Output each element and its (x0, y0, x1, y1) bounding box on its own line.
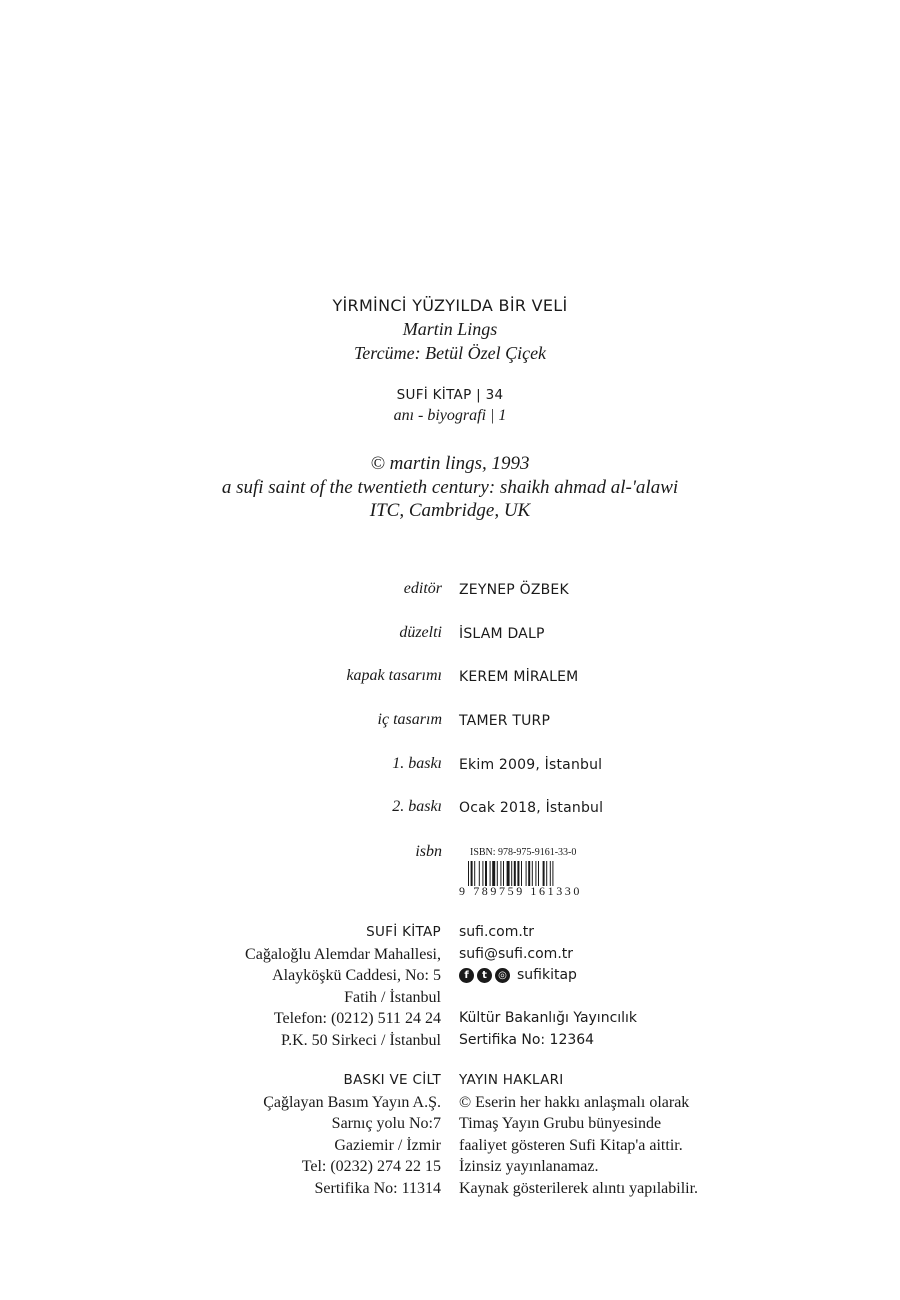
barcode-bar (514, 861, 516, 886)
barcode-bar (471, 861, 473, 886)
publisher-address (245, 922, 441, 1051)
publisher-contact (459, 922, 637, 1051)
printing-line: Sarnıç yolu No:7 (331, 1115, 441, 1132)
barcode-bar (503, 861, 504, 886)
rights-line: faaliyet gösteren Sufi Kitap'a aittir. (459, 1136, 683, 1154)
rights-line: Kaynak gösterilerek alıntı yapılabilir. (459, 1179, 699, 1197)
barcode-bar (474, 861, 475, 886)
rights-info (459, 1070, 698, 1199)
barcode-bar (521, 861, 522, 886)
credit-label: 2. baskı (392, 798, 442, 815)
social-handle[interactable]: sufikitap (517, 967, 577, 983)
twitter-icon[interactable]: t (477, 968, 492, 983)
barcode-bar (532, 861, 533, 886)
isbn-barcode (468, 861, 600, 886)
barcode-digits: 9 789759 161330 (459, 884, 582, 898)
barcode-bar (550, 861, 551, 886)
credit-second-edition (0, 798, 900, 820)
printing-line: Tel: (0232) 274 22 15 (301, 1158, 441, 1175)
printing-header: BASKI VE CİLT (343, 1072, 441, 1088)
isbn-number: ISBN: 978-975-9161-33-0 (470, 847, 577, 858)
social-row (459, 965, 637, 987)
original-title: a sufi saint of the twentieth century: shaikh ahmad al-'alawi (221, 477, 679, 498)
credit-label: 1. baskı (392, 755, 442, 772)
credit-label: düzelti (399, 624, 442, 641)
copyright-line: © martin lings, 1993 (370, 453, 530, 474)
printing-info (263, 1070, 441, 1199)
barcode-bar (552, 861, 553, 886)
barcode-bar (490, 861, 491, 886)
credit-value: Ekim 2009, İstanbul (459, 757, 603, 773)
rights-line: İzinsiz yayınlanamaz. (459, 1158, 599, 1175)
barcode-bar (546, 861, 547, 886)
credit-value: İSLAM DALP (459, 626, 545, 642)
rights-line: © Eserin her hakkı anlaşmalı olarak (459, 1093, 690, 1111)
address-line: P.K. 50 Sirkeci / İstanbul (281, 1031, 441, 1049)
barcode-bar (500, 861, 501, 886)
printing-line: Gaziemir / İzmir (334, 1136, 441, 1154)
credit-first-edition (0, 755, 900, 777)
instagram-icon[interactable]: ◎ (495, 968, 510, 983)
printing-line: Çağlayan Basım Yayın A.Ş. (263, 1093, 441, 1111)
website-link[interactable]: sufi.com.tr (459, 924, 535, 940)
rights-header: YAYIN HAKLARI (459, 1072, 564, 1088)
credit-interior-design (0, 711, 900, 733)
certificate-line: Kültür Bakanlığı Yayıncılık (459, 1010, 638, 1026)
credit-label: editör (403, 580, 442, 597)
book-title: YİRMİNCİ YÜZYILDA BİR VELİ (332, 296, 568, 315)
email-link[interactable]: sufi@sufi.com.tr (459, 945, 574, 962)
printing-line: Sertifika No: 11314 (314, 1179, 441, 1197)
credit-value: Ocak 2018, İstanbul (459, 800, 604, 816)
original-publisher: ITC, Cambridge, UK (369, 500, 531, 521)
rights-line: Timaş Yayın Grubu bünyesinde (459, 1115, 662, 1132)
credit-editor (0, 580, 900, 602)
spacer (459, 987, 637, 1009)
barcode-bar (468, 861, 469, 886)
credit-label: iç tasarım (377, 711, 442, 728)
barcode-bar (528, 861, 530, 886)
barcode-bar (535, 861, 536, 886)
barcode-bar (492, 861, 495, 886)
barcode-bar (538, 861, 539, 886)
credit-cover-design (0, 667, 900, 689)
translator-name: Tercüme: Betül Özel Çiçek (353, 343, 547, 363)
barcode-bar (479, 861, 480, 886)
address-line: Alayköşkü Caddesi, No: 5 (272, 967, 441, 984)
barcode-bar (497, 861, 498, 886)
certificate-line: Sertifika No: 12364 (459, 1031, 595, 1048)
social-icons (459, 968, 510, 983)
isbn-row (0, 843, 900, 865)
credit-proofreader (0, 624, 900, 646)
address-line: Telefon: (0212) 511 24 24 (273, 1010, 441, 1027)
barcode-bar (511, 861, 512, 886)
series-label: SUFİ KİTAP | 34 (396, 387, 504, 403)
address-line: Fatih / İstanbul (344, 988, 441, 1006)
credit-label: kapak tasarımı (346, 667, 442, 684)
isbn-label: isbn (415, 843, 442, 860)
publisher-name: SUFİ KİTAP (366, 924, 441, 940)
barcode-bar (482, 861, 483, 886)
barcode-bar (507, 861, 510, 886)
barcode-bar (485, 861, 487, 886)
credit-value: TAMER TURP (459, 713, 551, 729)
barcode-bar (543, 861, 545, 886)
credit-value: KEREM MİRALEM (459, 669, 579, 685)
address-line: Cağaloğlu Alemdar Mahallesi, (245, 945, 441, 963)
barcode-bar (526, 861, 527, 886)
author-name: Martin Lings (402, 319, 498, 339)
barcode-bar (517, 861, 519, 886)
genre-label: anı - biyografi | 1 (393, 407, 507, 424)
facebook-icon[interactable]: f (459, 968, 474, 983)
credit-value: ZEYNEP ÖZBEK (459, 582, 569, 598)
